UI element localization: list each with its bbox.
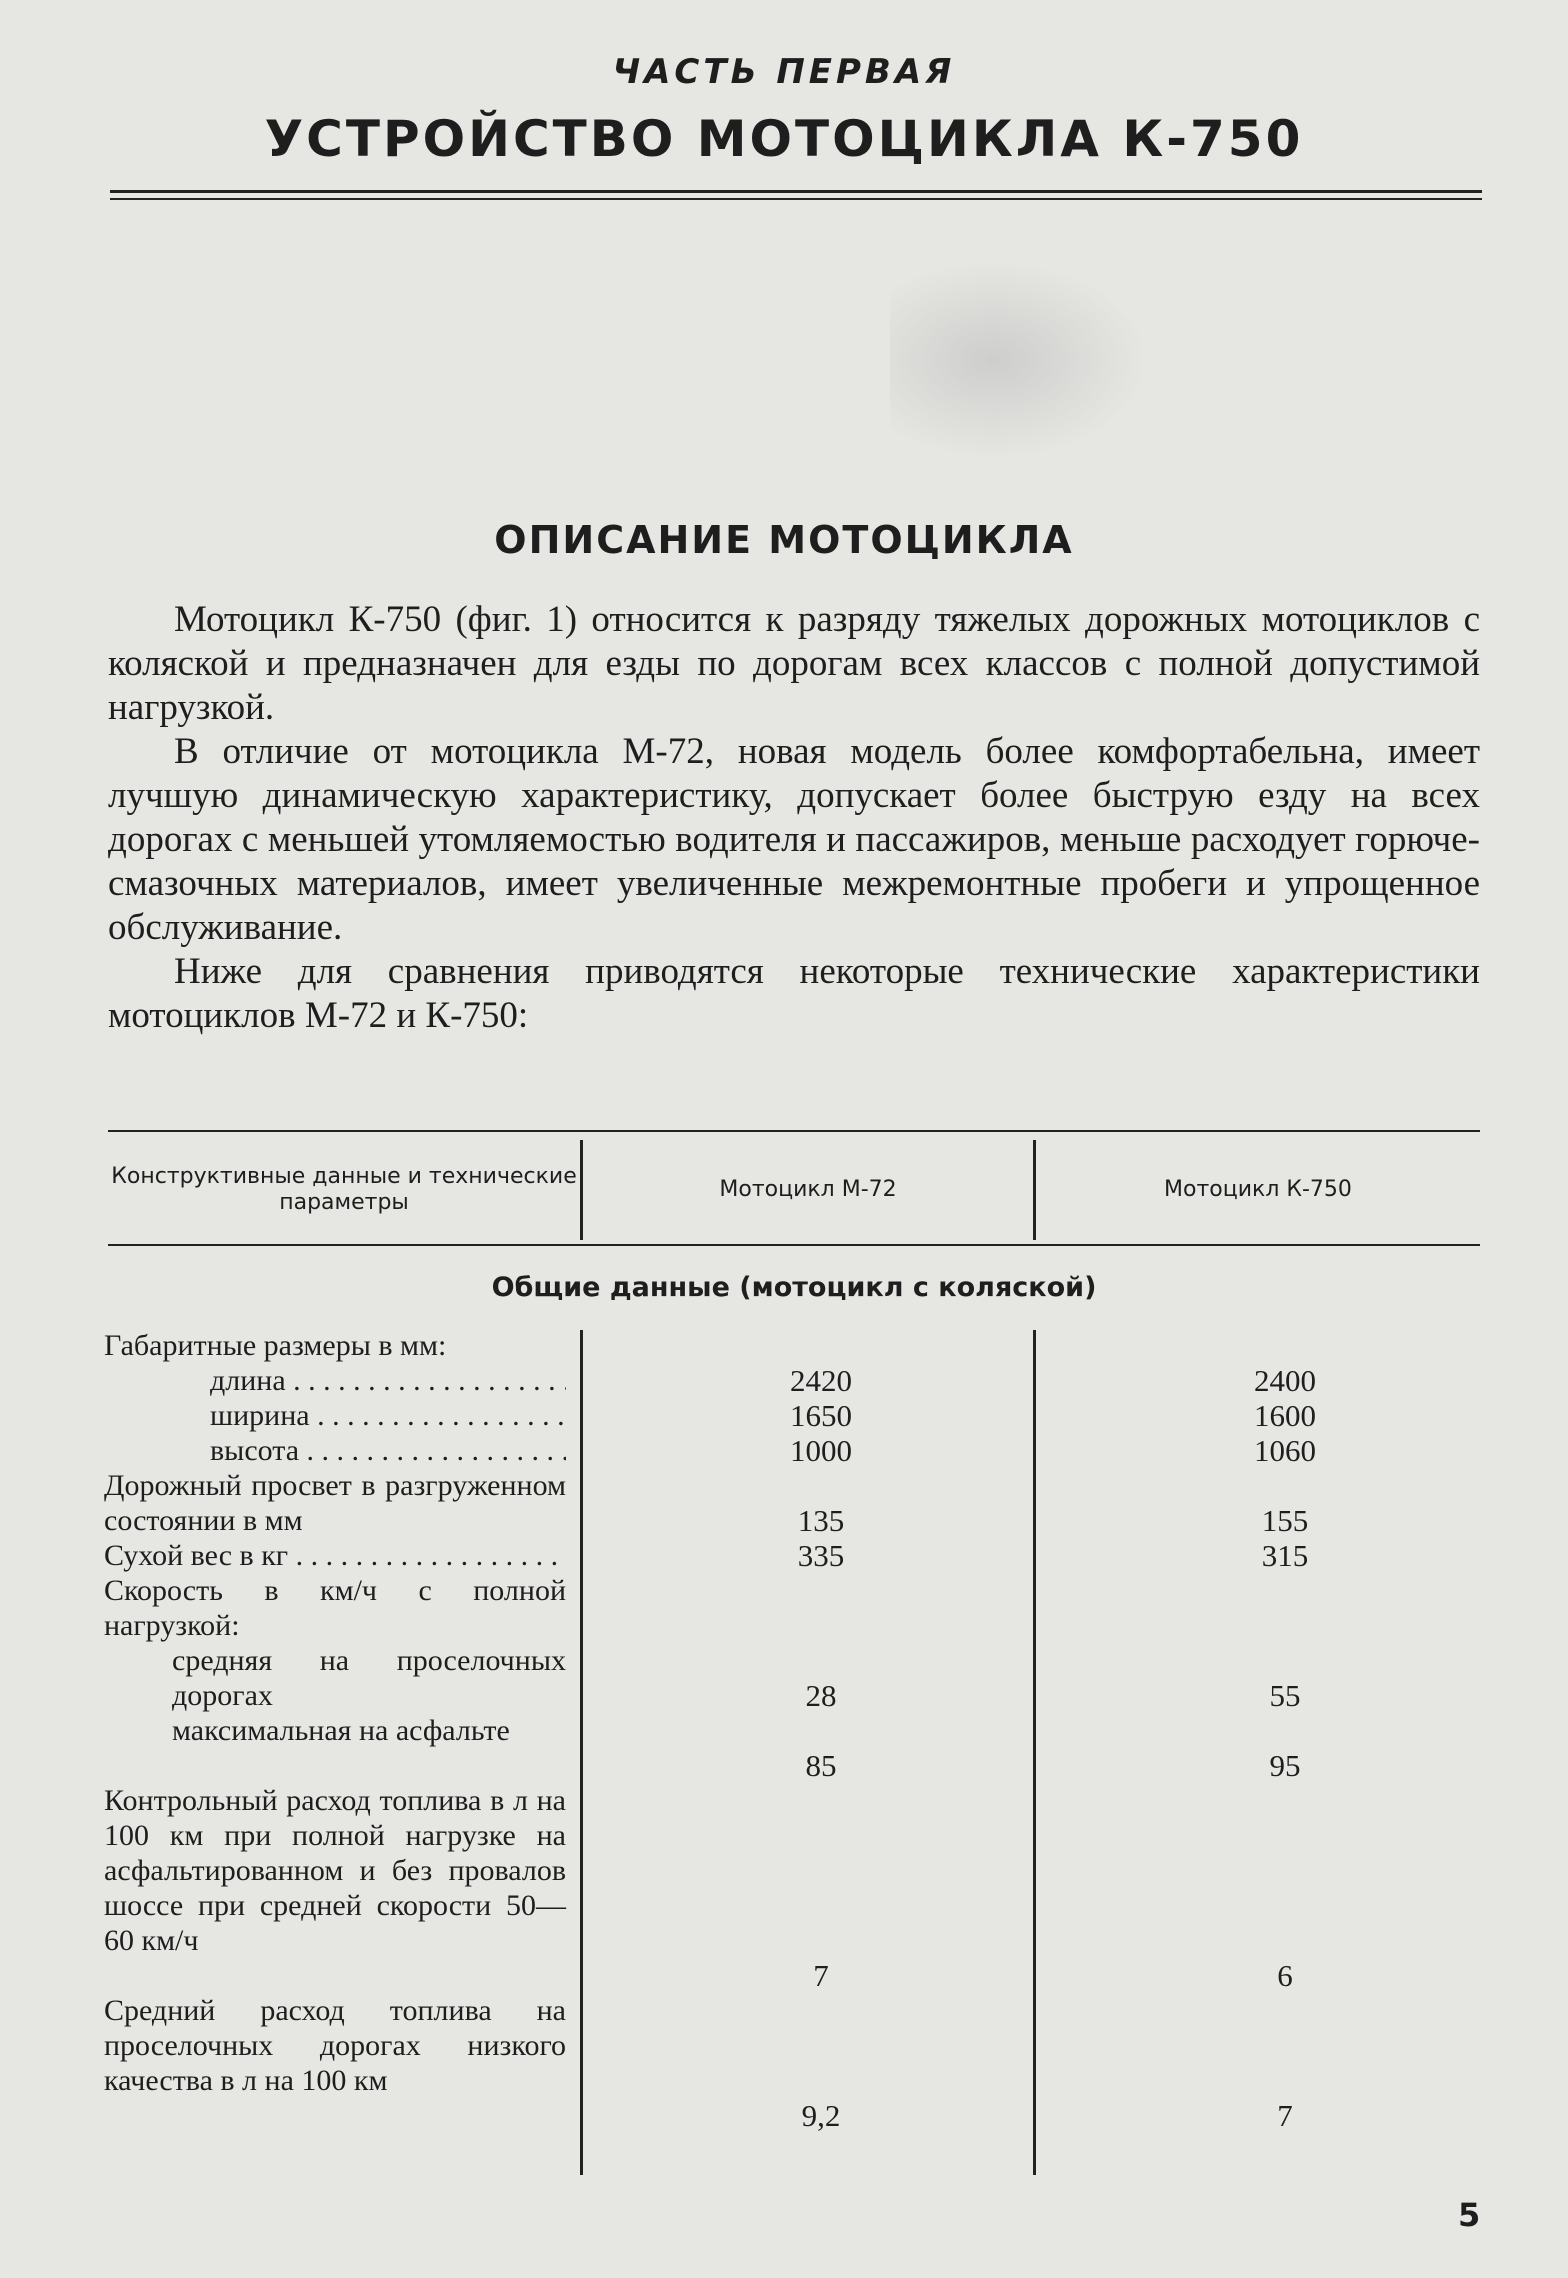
paragraph: Мотоцикл К-750 (фиг. 1) относится к разряду тяжелых дорожных мотоциклов с коляской и предназначен для езды по дорогам всех классов с полной допустимой нагрузкой. [108, 599, 1480, 728]
value-m72: 335 [797, 1538, 845, 1573]
value-m72: 1650 [790, 1398, 852, 1433]
section-heading: ОПИСАНИЕ МОТОЦИКЛА [494, 518, 1074, 562]
value-m72: 7 [813, 1958, 829, 1993]
value-k750: 155 [1261, 1503, 1309, 1538]
page-number: 5 [1458, 2196, 1481, 2234]
table-top-rule [108, 1130, 1480, 1132]
column-divider [580, 1330, 583, 2175]
value-k750: 1060 [1254, 1433, 1316, 1468]
value-k750: 55 [1269, 1678, 1301, 1713]
column-divider [1033, 1330, 1036, 2175]
column-header-k750: Мотоцикл К-750 [1164, 1177, 1352, 1202]
value-k750: 2400 [1254, 1363, 1316, 1398]
param-label: максимальная на асфальте [172, 1714, 510, 1747]
value-k750: 6 [1277, 1958, 1293, 1993]
value-k750: 1600 [1254, 1398, 1316, 1433]
value-k750: 7 [1277, 2098, 1293, 2133]
param-label: Контрольный расход топлива в л на 100 км при полной нагрузке на асфальтированном и без провалов шоссе при средней скорости 50—60 км/ч [104, 1784, 566, 1957]
header-rule-thin [110, 198, 1482, 200]
value-m72: 9,2 [801, 2098, 841, 2133]
part-label: ЧАСТЬ ПЕРВАЯ [612, 52, 956, 92]
paper-stain [890, 260, 1150, 460]
value-m72: 135 [797, 1503, 845, 1538]
value-m72: 1000 [790, 1433, 852, 1468]
param-label: Средний расход топлива на проселочных дорогах низкого качества в л на 100 км [104, 1994, 566, 2097]
param-label: длина . . . [210, 1363, 566, 1398]
param-label: Сухой вес в кг . . . [104, 1538, 566, 1573]
param-label: средняя на проселочных дорогах [172, 1644, 566, 1712]
value-k750: 95 [1269, 1748, 1301, 1783]
body-text [108, 598, 1480, 1038]
value-m72: 28 [805, 1678, 837, 1713]
header-rule [110, 190, 1482, 193]
paragraph: В отличие от мотоцикла М-72, новая модель более комфортабельна, имеет лучшую динамическую характеристику, допускает более быструю езду на всех дорогах с меньшей утомляемостью водителя и пассажиров, меньше расходует горюче-смазочных материалов, имеет увеличенные межремонтные пробеги и упрощенное обслуживание. [108, 731, 1480, 948]
group-title: Общие данные (мотоцикл с коляской) [491, 1272, 1097, 1303]
param-label: Габаритные размеры в мм: [104, 1329, 447, 1362]
value-k750: 315 [1261, 1538, 1309, 1573]
param-label: ширина . . . [210, 1398, 566, 1433]
value-m72: 85 [805, 1748, 837, 1783]
table-header-rule [108, 1244, 1480, 1246]
param-label: Дорожный просвет в разгруженном состоянии в мм [104, 1469, 566, 1537]
column-header-m72: Мотоцикл М-72 [719, 1177, 897, 1202]
paragraph: Ниже для сравнения приводятся некоторые технические характеристики мотоциклов М-72 и К-750: [108, 951, 1480, 1036]
header-divider [1033, 1140, 1036, 1240]
param-label: высота . . . [210, 1433, 566, 1468]
part-title: УСТРОЙСТВО МОТОЦИКЛА К-750 [264, 110, 1304, 168]
header-divider [580, 1140, 583, 1240]
column-header-parameters: Конструктивные данные и технические параметры [111, 1164, 577, 1215]
value-m72: 2420 [790, 1363, 852, 1398]
param-label: Скорость в км/ч с полной нагрузкой: [104, 1574, 566, 1642]
